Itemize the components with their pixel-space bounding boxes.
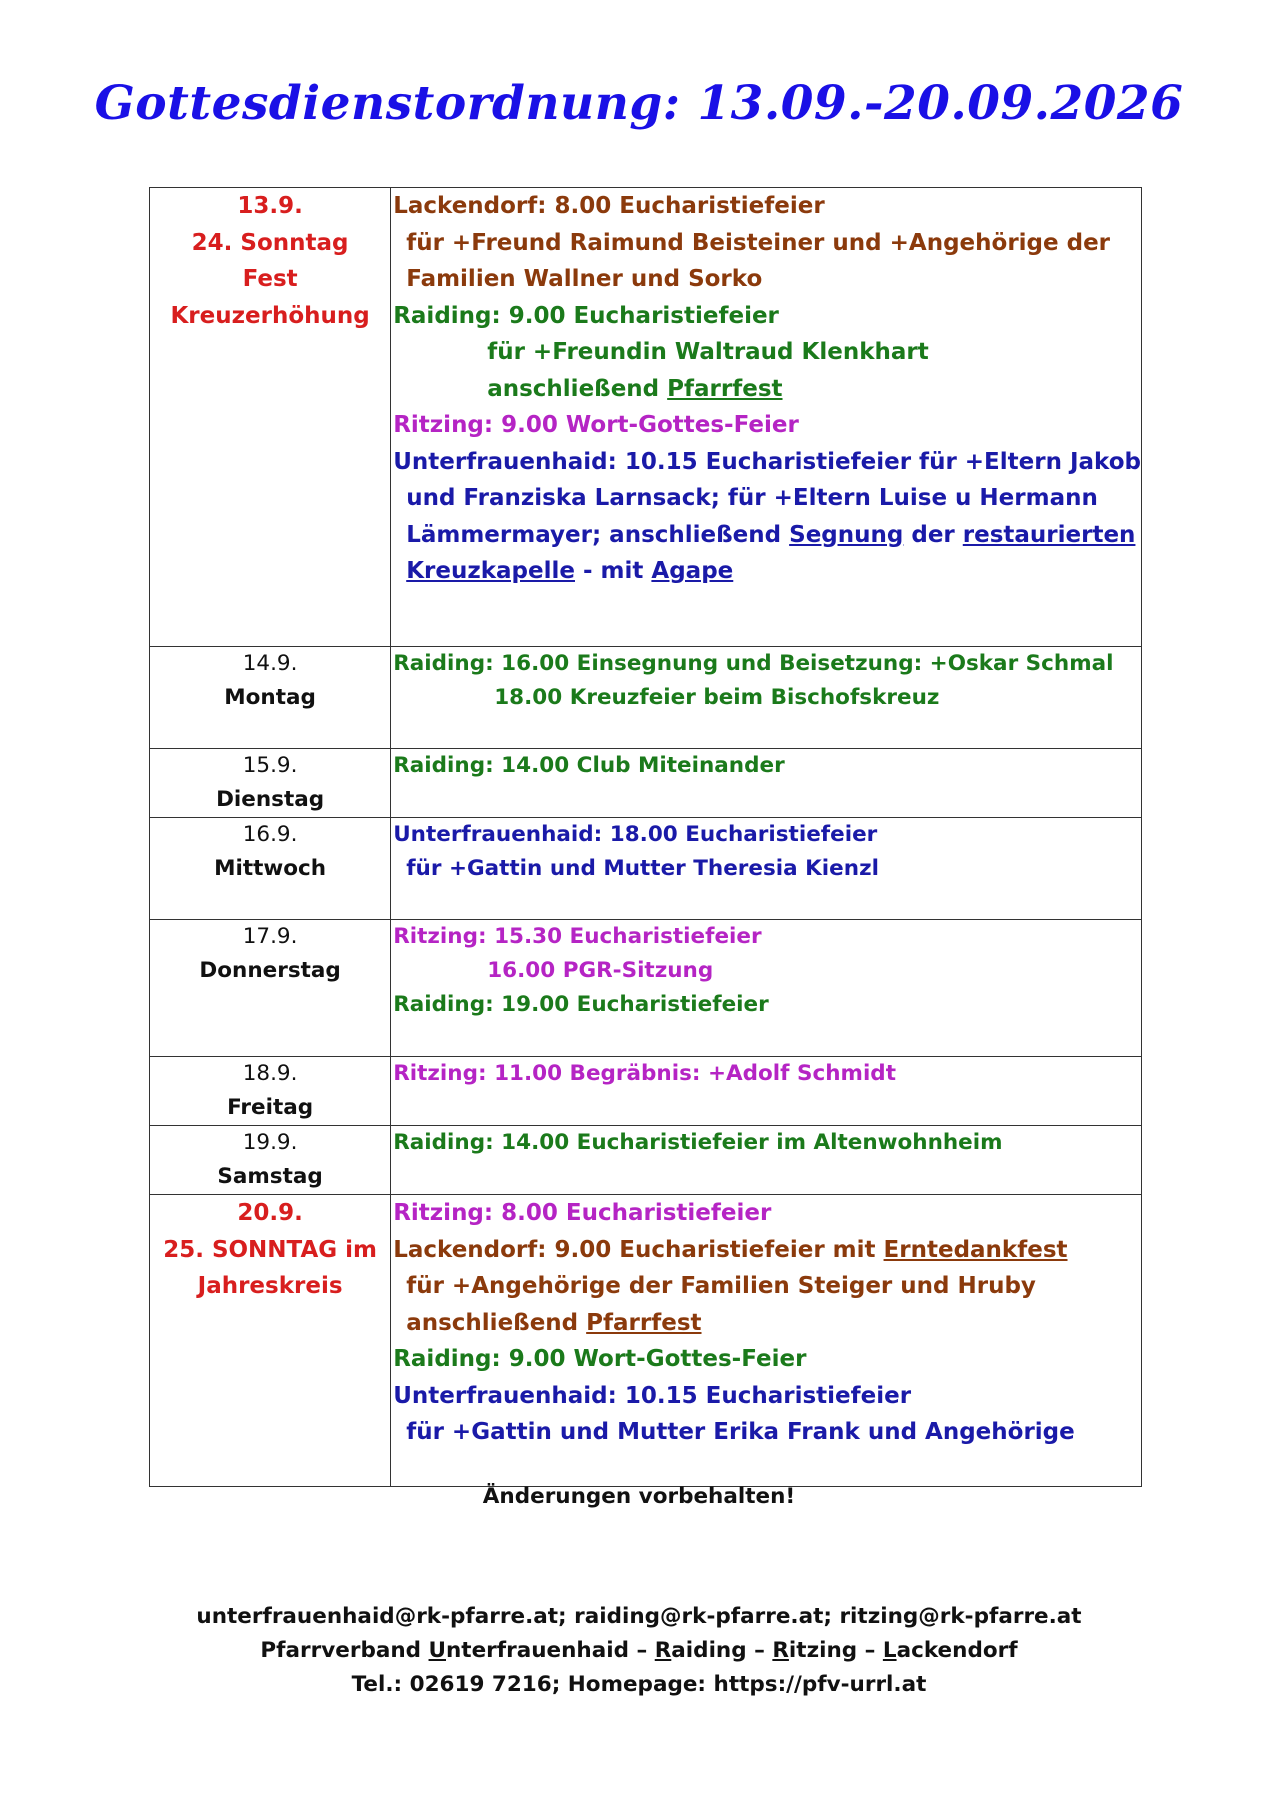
table-row [150, 1195, 1142, 1487]
day-label: Dienstag [216, 787, 325, 812]
events-cell [391, 920, 1142, 1057]
footer-text: nterfrauenhaid – [446, 1638, 655, 1663]
table-row [150, 188, 1142, 647]
event-text: Unterfrauenhaid: 18.00 Eucharistiefeier [393, 822, 878, 847]
day-cell [150, 920, 391, 1057]
footer [0, 1600, 1278, 1702]
day-date: 19.9. [242, 1130, 298, 1155]
event-text: Unterfrauenhaid: 10.15 Eucharistiefeier [393, 1382, 912, 1409]
event-line [393, 1414, 1141, 1451]
underlined-text: Erntedankfest [883, 1236, 1068, 1263]
event-text: anschließend [487, 375, 668, 402]
event-text: Raiding: 19.00 Eucharistiefeier [393, 992, 769, 1017]
table-row [150, 818, 1142, 920]
schedule-table [149, 187, 1142, 1487]
event-line [393, 1126, 1141, 1160]
event-line [393, 298, 1141, 335]
event-line [393, 681, 1141, 715]
underlined-text: Kreuzkapelle [406, 558, 575, 584]
event-line [393, 188, 1141, 225]
footer-text: aiding – [671, 1638, 773, 1663]
day-cell [150, 188, 391, 647]
event-text: - mit [574, 558, 652, 584]
table-row [150, 647, 1142, 749]
events-cell [391, 1057, 1142, 1126]
underlined-initial: R [772, 1638, 789, 1663]
table-row [150, 1057, 1142, 1126]
underlined-text: restaurierten [962, 521, 1136, 548]
event-line [393, 1232, 1141, 1269]
day-label: Freitag [227, 1095, 314, 1120]
event-text: für +Freund Raimund Beisteiner und +Angehörige der [406, 229, 1111, 256]
event-line [393, 920, 1141, 954]
day-cell [150, 818, 391, 920]
day-cell [150, 1195, 391, 1487]
day-label: Donnerstag [199, 958, 341, 983]
event-text: Unterfrauenhaid: 10.15 Eucharistiefeier für +Eltern Jakob [393, 448, 1141, 475]
event-line [393, 749, 1141, 783]
day-label: Fest [242, 266, 298, 292]
footer-text: Pfarrverband [260, 1638, 429, 1663]
event-text: der [903, 521, 963, 548]
footer-verband [0, 1634, 1278, 1668]
event-line [393, 988, 1141, 1022]
event-text: Ritzing: 8.00 Eucharistiefeier [393, 1200, 772, 1226]
event-text: Ritzing: 9.00 Wort-Gottes-Feier [393, 412, 799, 438]
event-line [393, 1305, 1141, 1342]
day-label: 25. SONNTAG im [163, 1236, 377, 1263]
event-text: Familien Wallner und Sorko [406, 266, 763, 292]
page-title: Gottesdienstordnung: 13.09.-20.09.2026 [94, 76, 1184, 131]
day-label: Mittwoch [214, 856, 327, 881]
day-date: 16.9. [242, 822, 298, 847]
events-cell [391, 818, 1142, 920]
event-line [393, 1268, 1141, 1305]
events-cell [391, 1195, 1142, 1487]
day-label: Jahreskreis [197, 1273, 343, 1299]
event-text: Raiding: 14.00 Club Miteinander [393, 753, 785, 778]
event-line [393, 647, 1141, 681]
footer-emails: unterfrauenhaid@rk-pfarre.at; raiding@rk-pfarre.at; ritzing@rk-pfarre.at [196, 1604, 1082, 1629]
event-text: Raiding: 14.00 Eucharistiefeier im Altenwohnheim [393, 1130, 1003, 1155]
day-date: 13.9. [237, 193, 303, 219]
underlined-text: Pfarrfest [667, 375, 783, 402]
event-text: für +Angehörige der Familien Steiger und Hruby [406, 1273, 1036, 1299]
event-line [393, 371, 1141, 408]
footer-text: itzing – [788, 1638, 883, 1663]
event-text: für +Freundin Waltraud Klenkhart [487, 339, 929, 365]
event-text: Lackendorf: 9.00 Eucharistiefeier mit [393, 1236, 884, 1263]
event-line [393, 407, 1141, 444]
events-cell [391, 1126, 1142, 1195]
day-cell [150, 1057, 391, 1126]
day-date: 14.9. [242, 651, 298, 676]
day-cell [150, 1126, 391, 1195]
event-line [393, 553, 1141, 590]
event-text: und Franziska Larnsack; für +Eltern Luise u Hermann [406, 485, 1098, 511]
event-text: Raiding: 16.00 Einsegnung und Beisetzung: +Oskar Schmal [393, 651, 1114, 676]
day-label: Kreuzerhöhung [170, 302, 370, 329]
table-row [150, 749, 1142, 818]
events-cell [391, 749, 1142, 818]
event-text: 16.00 PGR-Sitzung [487, 958, 714, 983]
event-text: für +Gattin und Mutter Erika Frank und Angehörige [406, 1419, 1075, 1445]
day-cell [150, 647, 391, 749]
footer-text: ackendorf [896, 1638, 1018, 1663]
day-cell [150, 749, 391, 818]
event-line [393, 225, 1141, 262]
events-cell [391, 188, 1142, 647]
event-line [393, 818, 1141, 852]
underlined-text: Segnung [789, 521, 904, 548]
event-line [393, 852, 1141, 886]
event-text: Lackendorf: 8.00 Eucharistiefeier [393, 193, 825, 219]
event-line [393, 261, 1141, 298]
table-row [150, 1126, 1142, 1195]
event-line [393, 1378, 1141, 1415]
event-line [393, 1195, 1141, 1232]
event-text: anschließend [406, 1309, 587, 1336]
event-line [393, 480, 1141, 517]
event-line [393, 1057, 1141, 1091]
events-cell [391, 647, 1142, 749]
event-line [393, 334, 1141, 371]
event-text: Lämmermayer; anschließend [406, 521, 790, 548]
day-label: Samstag [217, 1164, 323, 1189]
event-text: für +Gattin und Mutter Theresia Kienzl [406, 856, 879, 881]
event-text: 18.00 Kreuzfeier beim Bischofskreuz [494, 685, 940, 710]
day-date: 18.9. [242, 1061, 298, 1086]
table-row [150, 920, 1142, 1057]
day-date: 20.9. [237, 1200, 303, 1226]
underlined-initial: L [882, 1638, 897, 1663]
footer-contact: Tel.: 02619 7216; Homepage: https://pfv-urrl.at [351, 1672, 927, 1697]
day-label: 24. Sonntag [191, 229, 349, 256]
event-line [393, 954, 1141, 988]
event-line [393, 1341, 1141, 1378]
underlined-initial: R [654, 1638, 672, 1663]
event-line [393, 517, 1141, 554]
event-text: Ritzing: 11.00 Begräbnis: +Adolf Schmidt [393, 1061, 896, 1086]
event-text: Raiding: 9.00 Eucharistiefeier [393, 302, 779, 329]
underlined-text: Agape [651, 558, 734, 584]
event-line [393, 444, 1141, 481]
day-label: Montag [224, 685, 316, 710]
day-date: 17.9. [242, 924, 298, 949]
event-text: Raiding: 9.00 Wort-Gottes-Feier [393, 1346, 807, 1372]
event-text: Ritzing: 15.30 Eucharistiefeier [393, 924, 762, 949]
day-date: 15.9. [242, 753, 298, 778]
disclaimer-note: Änderungen vorbehalten! [482, 1484, 796, 1509]
underlined-initial: U [428, 1638, 446, 1663]
underlined-text: Pfarrfest [586, 1309, 702, 1336]
